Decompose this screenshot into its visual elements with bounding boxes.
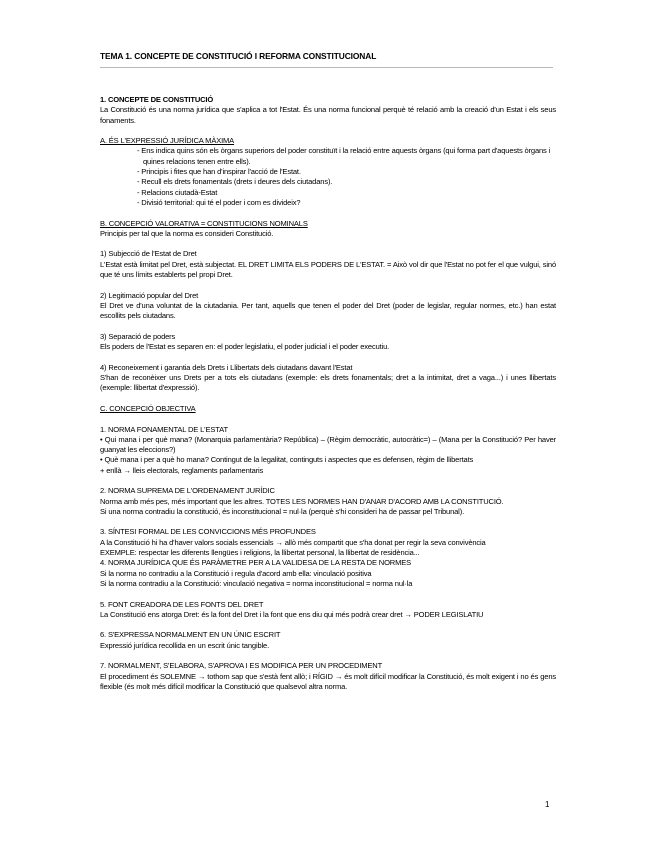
- page-number: 1: [545, 800, 550, 809]
- point-title: 3. SÍNTESI FORMAL DE LES CONVICCIONS MÉS PROFUNDES: [100, 527, 316, 537]
- point-text: Si la norma contradiu a la Constitució: vinculació negativa = norma inconstitucional = norma nul·la: [100, 578, 413, 588]
- document-body: [100, 95, 556, 692]
- list-item: - Recull els drets fonamentals (drets i deures dels ciutadans).: [137, 177, 333, 187]
- point-text: L'Estat està limitat pel Dret, està subjectat. EL DRET LIMITA ELS PODERS DE L'ESTAT. = Això vol dir que l'Estat no pot fer el que vulgui, sinó que té uns límits establerts pel propi Dret.: [100, 259, 556, 280]
- point-text: La Constitució ens atorga Dret: és la font del Dret i la font que ens diu qui més podrà crear dret → PODER LEGISLATIU: [100, 609, 484, 619]
- point-text: Si una norma contradiu la constitució, és inconstitucional = nul·la (perquè s'hi consideri ha de passar pel Tribunal).: [100, 506, 465, 516]
- point-title: 2. NORMA SUPREMA DE L'ORDENAMENT JURÍDIC: [100, 486, 275, 496]
- point-text: EXEMPLE: respectar les diferents llengües i religions, la llibertat personal, la llibertat de residència...: [100, 548, 420, 558]
- header-divider: [100, 67, 553, 68]
- list-item: - Relacions ciutadà-Estat: [137, 187, 218, 197]
- document-title: TEMA 1. CONCEPTE DE CONSTITUCIÓ I REFORMA CONSTITUCIONAL: [100, 51, 377, 61]
- point-text: A la Constitució hi ha d'haver valors socials essencials → allò més compartit que s'ha donat per regir la seva convivència: [100, 537, 486, 547]
- point-title: 3) Separació de poders: [100, 331, 176, 341]
- section-intro: La Constitució és una norma jurídica que s'aplica a tot l'Estat. És una norma funcional perquè té relació amb la creació d'un Estat i els seus fonaments.: [100, 105, 556, 125]
- section-heading-concepte: 1. CONCEPTE DE CONSTITUCIÓ: [100, 95, 214, 104]
- point-text: S'han de reconèixer uns Drets per a tots els ciutadans (exemple: els drets fonamentals; dret a la intimitat, dret a vaga...) i unes llibertats (exemple: llibertat d'expressió).: [100, 373, 556, 393]
- list-item: - Divisió territorial: qui té el poder i com es divideix?: [137, 197, 301, 207]
- point-title: 1) Subjecció de l'Estat de Dret: [100, 249, 197, 259]
- subsection-a-list: [100, 146, 556, 208]
- point-text: Norma amb més pes, més important que les altres. TOTES LES NORMES HAN D'ANAR D'ACORD AMB LA CONSTITUCIÓ.: [100, 496, 504, 506]
- subsection-heading-a: A. ÉS L'EXPRESSIÓ JURÍDICA MÀXIMA: [100, 136, 235, 146]
- point-title: 7. NORMALMENT, S'ELABORA, S'APROVA I ES MODIFICA PER UN PROCEDIMENT: [100, 661, 383, 671]
- point-title: 6. S'EXPRESSA NORMALMENT EN UN ÚNIC ESCRIT: [100, 630, 281, 640]
- point-title: 4) Reconeixement i garantia dels Drets i Llibertats dels ciutadans davant l'Estat: [100, 362, 353, 372]
- subsection-b-intro: Principis per tal que la norma es consideri Constitució.: [100, 228, 274, 238]
- point-text: Si la norma no contradiu a la Constitució i regula d'acord amb ella: vinculació positiva: [100, 568, 372, 578]
- point-text: • Qui mana i per què mana? (Monarquia parlamentària? República) – (Règim democràtic, autocràtic=) – (Mana per la Constitució? Per haver guanyat les eleccions?): [100, 434, 556, 455]
- subsection-heading-c: C. CONCEPCIÓ OBJECTIVA: [100, 403, 196, 413]
- point-text: • Què mana i per a què ho mana? Contingut de la legalitat, continguts i aspectes que es defensen, règim de llibertats: [100, 455, 474, 465]
- point-text: El procediment és SOLEMNE → tothom sap que s'està fent allò; i RÍGID → és molt difícil modificar la Constitució, és molt exigent i no és gens flexible (és molt més difícil modificar la Constitució que qualsevol altra norma.: [100, 671, 556, 691]
- point-text: Expressió jurídica recollida en un escrit únic tangible.: [100, 640, 270, 650]
- point-title: 5. FONT CREADORA DE LES FONTS DEL DRET: [100, 599, 264, 609]
- list-item: - Ens indica quins són els òrgans superiors del poder constituït i la relació entre aquests òrgans (qui forma part d'aquests òrgans i quines relacions tenen entre ells).: [137, 146, 551, 166]
- point-title: 2) Legitimació popular del Dret: [100, 290, 199, 300]
- point-title: 4. NORMA JURÍDICA QUE ÉS PARÀMETRE PER A LA VALIDESA DE LA RESTA DE NORMES: [100, 558, 411, 568]
- point-text: El Dret ve d'una voluntat de la ciutadania. Per tant, aquells que tenen el poder del Dret (poder de legislar, regular normes, etc.) han estat escollits pels ciutadans.: [100, 300, 556, 321]
- subsection-heading-b: B. CONCEPCIÓ VALORATIVA = CONSTITUCIONS NOMINALS: [100, 218, 308, 228]
- point-text: + enllà → lleis electorals, reglaments parlamentaris: [100, 465, 264, 475]
- point-text: Els poders de l'Estat es separen en: el poder legislatiu, el poder judicial i el poder executiu.: [100, 342, 390, 352]
- point-title: 1. NORMA FONAMENTAL DE L'ESTAT: [100, 424, 228, 434]
- list-item: - Principis i fites que han d'inspirar l'acció de l'Estat.: [137, 167, 301, 177]
